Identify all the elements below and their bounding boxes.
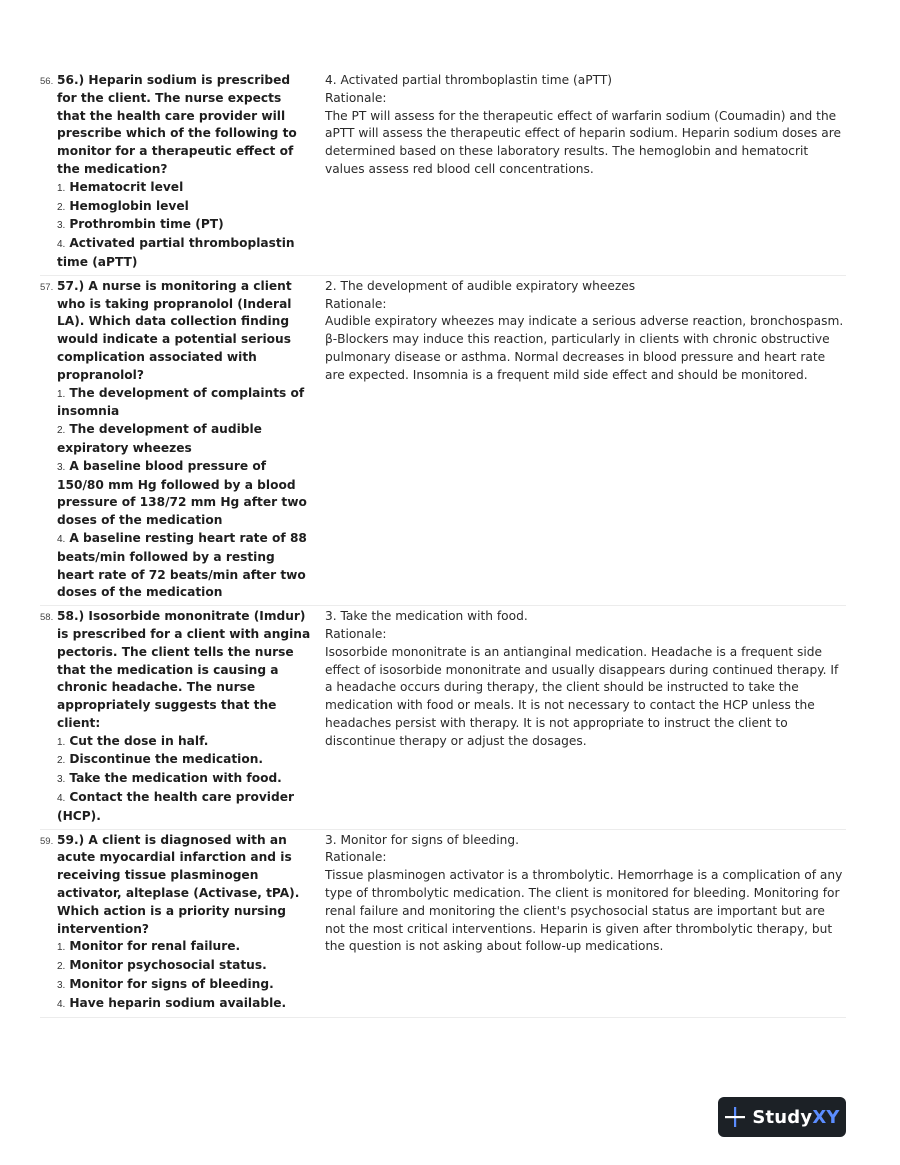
option: 1. Cut the dose in half. [57,733,209,748]
option: 3. Prothrombin time (PT) [57,217,224,232]
answer-cell [312,830,846,1017]
plus-icon [724,1106,746,1128]
answer-cell [312,70,846,275]
question-number: 59. [40,835,54,847]
answer: 4. Activated partial thromboplastin time (aPTT) [325,73,613,87]
question-number: 58. [40,612,54,624]
rationale-text: Audible expiratory wheezes may indicate a serious adverse reaction, bronchospasm. β-Blockers may induce this reaction, particularly in clients with chronic obstructive pulmonary disease or asthma. Normal decreases in blood pressure and heart rate are expected. Insomnia is a frequent mild side effect and should be monitored. [325,314,844,382]
rationale-text: The PT will assess for the therapeutic effect of warfarin sodium (Coumadin) and the aPTT will assess the therapeutic effect of heparin sodium. Heparin sodium doses are determined based on these laboratory results. The hemoglobin and hematocrit values assess red blood cell concentrations. [325,108,841,176]
option: 4. Have heparin sodium available. [57,995,287,1010]
option: 3. A baseline blood pressure of 150/80 mm Hg followed by a blood pressure of 138/72 mm Hg after two doses of the medication [57,458,307,528]
option: 2. Hemoglobin level [57,198,189,213]
option: 4. Activated partial thromboplastin time (aPTT) [57,236,295,269]
option: 1. The development of complaints of insomnia [57,385,305,419]
question-cell [40,276,312,605]
answer: 3. Monitor for signs of bleeding. [325,832,519,847]
question-stem: 57.) A nurse is monitoring a client who is taking propranolol (Inderal LA). Which data collection finding would indicate a potential serious complication associated with propranolol? [57,278,292,382]
question-cell [40,830,312,1017]
question-row-57 [40,276,846,606]
question-stem: 59.) A client is diagnosed with an acute myocardial infarction and is receiving tissue plasminogen activator, alteplase (Activase, tPA). Which action is a priority nursing intervention? [57,832,300,936]
rationale-label: Rationale: [325,90,387,105]
logo-text: StudyXY [752,1106,840,1128]
option: 4. Contact the health care provider (HCP). [57,790,294,823]
question-number: 57. [40,281,54,293]
option: 1. Monitor for renal failure. [57,939,241,954]
rationale-label: Rationale: [325,626,387,641]
option: 1. Hematocrit level [57,179,184,194]
answer: 3. Take the medication with food. [325,609,528,624]
question-stem: 58.) Isosorbide mononitrate (Imdur) is prescribed for a client with angina pectoris. The client tells the nurse that the medication is causing a chronic headache. The nurse appropriately suggests that the client: [57,609,311,730]
question-row-58 [40,606,846,830]
option: 3. Take the medication with food. [57,771,282,786]
option: 3. Monitor for signs of bleeding. [57,977,274,992]
question-cell [40,70,312,275]
question-row-59 [40,830,846,1018]
option: 2. Monitor psychosocial status. [57,958,267,973]
answer-cell [312,606,846,829]
answer: 2. The development of audible expiratory wheezes [325,278,636,293]
question-number: 56. [40,76,54,87]
rationale-text: Isosorbide mononitrate is an antianginal medication. Headache is a frequent side effect of isosorbide mononitrate and usually disappears during continued therapy. If a headache occurs during therapy, the client should be instructed to take the medication with food or meals. It is not necessary to contact the HCP unless the headaches persist with therapy. It is not appropriate to instruct the client to discontinue therapy or adjust the dosages. [325,644,839,748]
option: 4. A baseline resting heart rate of 88 beats/min followed by a resting heart rate of 72 beats/min after two doses of the medication [57,530,307,600]
question-table [40,70,846,1018]
rationale-text: Tissue plasminogen activator is a thrombolytic. Hemorrhage is a complication of any type of thrombolytic medication. The client is monitored for bleeding. Monitoring for renal failure and monitoring the client's psychosocial status are important but are not the most critical interventions. Heparin is given after thrombolytic therapy, but the question is not asking about follow-up medications. [325,868,843,954]
rationale-label: Rationale: [325,850,387,865]
studyxy-logo[interactable] [718,1097,846,1137]
rationale-label: Rationale: [325,296,387,311]
question-cell [40,606,312,829]
question-stem: 56.) Heparin sodium is prescribed for the client. The nurse expects that the health care provider will prescribe which of the following to monitor for a therapeutic effect of the medication? [57,73,297,176]
option: 2. The development of audible expiratory wheezes [57,422,262,455]
answer-cell [312,276,846,605]
option: 2. Discontinue the medication. [57,752,264,767]
question-row-56 [40,70,846,276]
